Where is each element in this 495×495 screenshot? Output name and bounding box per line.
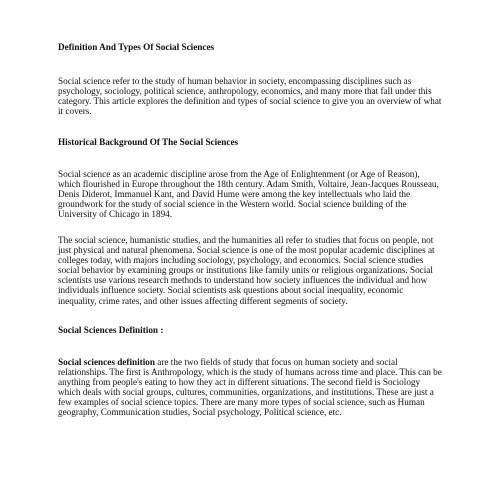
paragraph-definition <box>58 357 442 418</box>
paragraph-history: Social science as an academic discipline arose from the Age of Enlightenment (or Age of Reason), which flourished in Europe throughout the 18th century. Adam Smith, Voltaire, Jean-Jacques Rousseau, Denis Diderot, Immanuel Kant, and David Hume were among the key intellectuals who laid the groundwork for the study of social science in the Western world. Social science building of the University of Chicago in 1894. <box>58 169 439 220</box>
definition-lead-term: Social sciences definition <box>58 357 155 367</box>
section-heading-history: Historical Background Of The Social Sciences <box>58 137 239 147</box>
paragraph-humanities: The social science, humanistic studies, and the humanities all refer to studies that focus on people, not just physical and natural phenomena. Social science is one of the most popular academic disciplines at colleges today, with majors including sociology, psychology, and economics. Social science studies social behavior by examining groups or institutions like family units or religious organizations. Social scientists use various research methods to understand how society influences the individual and how individuals influence society. Social scientists ask questions about social inequality, economic inequality, crime rates, and other issues affecting different segments of society. <box>58 235 435 306</box>
section-heading-social-sciences-definition: Social Sciences Definition : <box>58 325 164 335</box>
section-heading-definition: Definition And Types Of Social Sciences <box>58 42 215 52</box>
paragraph-introduction: Social science refer to the study of human behavior in society, encompassing disciplines such as psychology, sociology, political science, anthropology, economics, and many more that fall under this category. This article explores the definition and types of social science to give you an overview of what it covers. <box>58 76 442 117</box>
definition-body-text: are the two fields of study that focus on human society and social relationships. The first is Anthropology, which is the study of humans across time and place. This can be anything from people's eating to how they act in different situations. The second field is Sociology which deals with social groups, cultures, communities, organizations, and institutions. These are just a few examples of social science topics. There are many more types of social science, such as Human geography, Communication studies, Social psychology, Political science, etc. <box>58 357 442 418</box>
